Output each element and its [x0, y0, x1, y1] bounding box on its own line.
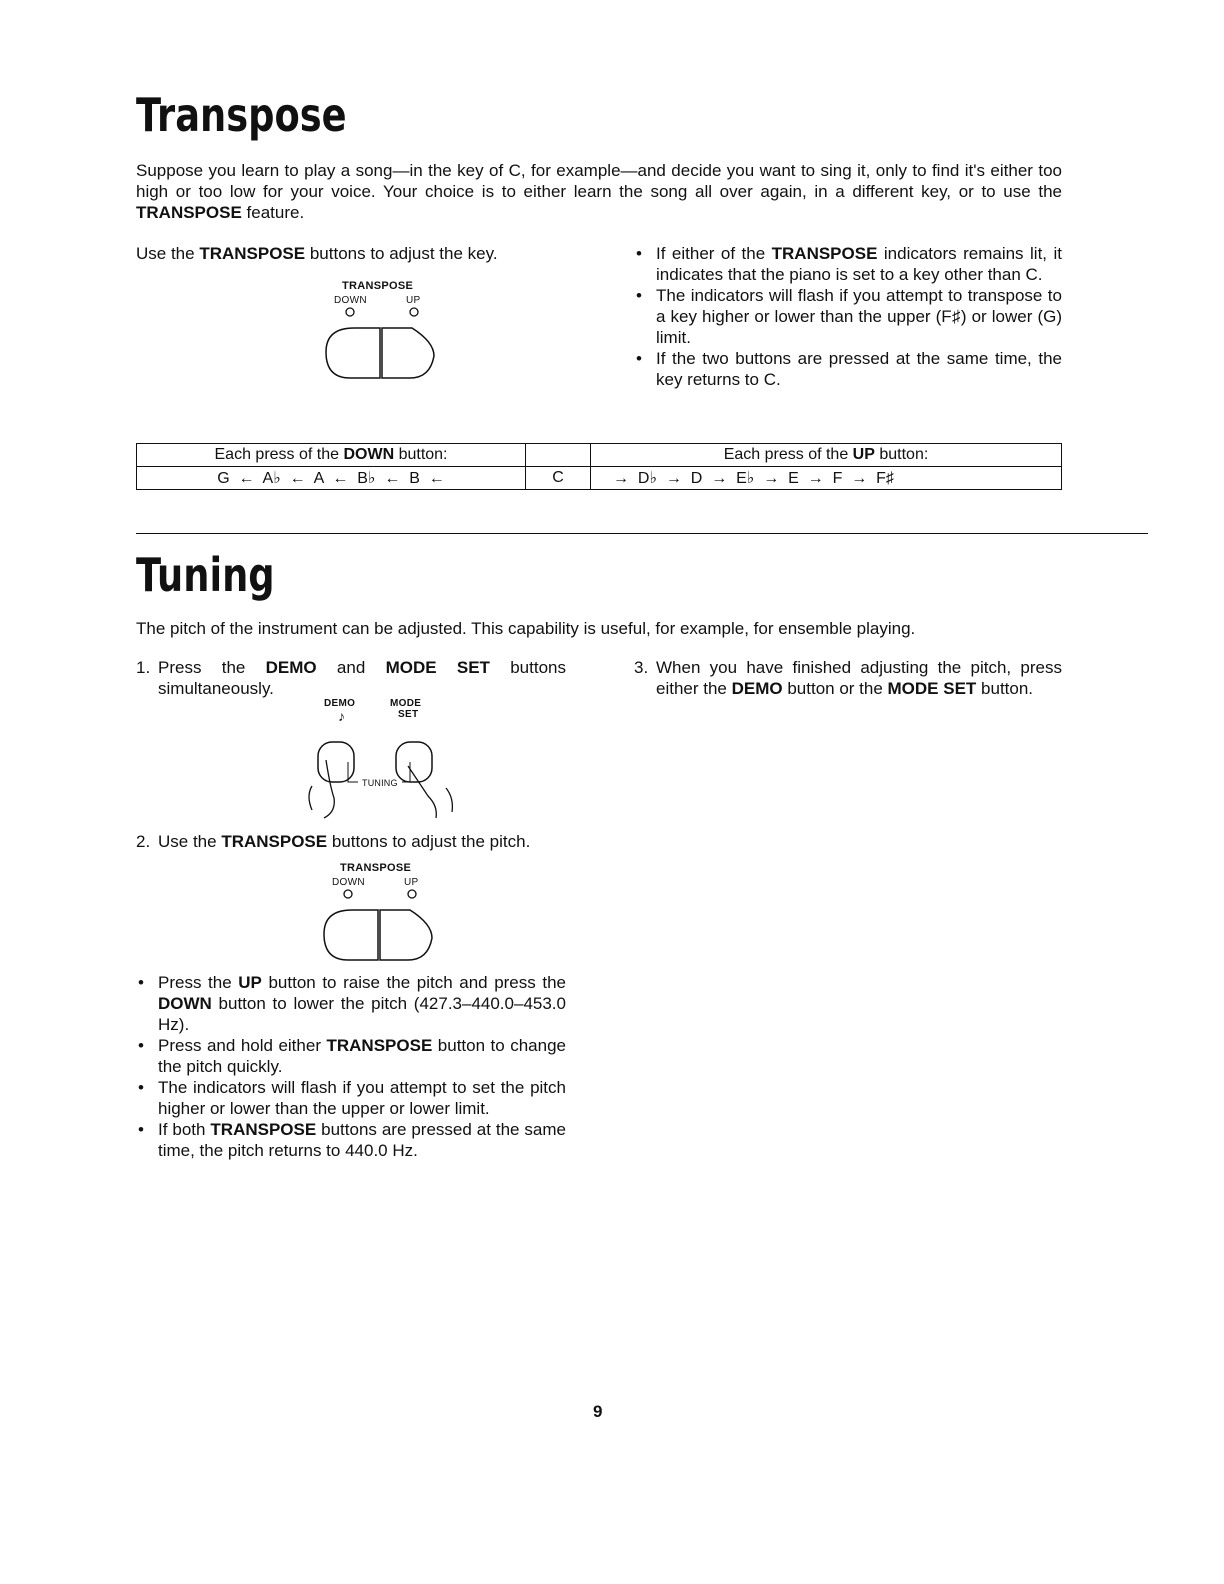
down-label: DOWN [334, 295, 367, 306]
tuning-step-1 [136, 657, 566, 699]
center-key-cell: C [526, 467, 591, 490]
demo-mode-set-diagram [296, 698, 466, 823]
mode-label: MODE [390, 698, 422, 709]
down-button [326, 328, 380, 378]
demo-button [318, 742, 354, 782]
tuning-transpose-buttons-diagram [320, 862, 440, 966]
tuning-down-up-buttons-graphic [320, 888, 440, 966]
down-indicator [346, 308, 354, 316]
step-2-text: Use the TRANSPOSE buttons to adjust the pitch. [158, 832, 531, 851]
tuning-label: TUNING [362, 778, 398, 788]
up-indicator [410, 308, 418, 316]
tuning-transpose-label: TRANSPOSE [340, 862, 412, 874]
left-finger-icon [309, 760, 334, 818]
tuning-bullet-3: • The indicators will flash if you attempt to set the pitch higher or lower than the upper or lower limit. [136, 1077, 566, 1119]
step-3-text: When you have finished adjusting the pitch, press either the DEMO button or the MODE SET button. [656, 658, 1062, 698]
transpose-label: TRANSPOSE [342, 280, 414, 292]
tuning-up-button [380, 910, 432, 960]
up-header-cell: Each press of the UP button: [591, 444, 1062, 467]
step-3-number: 3. [634, 658, 649, 677]
tuning-down-indicator [344, 890, 352, 898]
transpose-title: Transpose [136, 88, 347, 142]
up-sequence-cell: → D♭ → D → E♭ → E → F → F♯ [591, 467, 1062, 490]
tuning-up-indicator [408, 890, 416, 898]
finger-press-graphic [296, 726, 466, 823]
step-1-text: Press the DEMO and MODE SET buttons simultaneously. [158, 658, 566, 698]
down-sequence-cell: G ← A♭ ← A ← B♭ ← B ← [137, 467, 526, 490]
transpose-use-instruction: Use the TRANSPOSE buttons to adjust the key. [136, 244, 498, 263]
transpose-bullet-2: • The indicators will flash if you attempt to transpose to a key higher or lower than the upper (F♯) or lower (G) limit. [634, 285, 1062, 348]
page-number: 9 [593, 1402, 603, 1421]
up-label: UP [406, 295, 421, 306]
tuning-bullet-1: • Press the UP button to raise the pitch and press the DOWN button to lower the pitch (427.3–440.0–453.0 Hz). [136, 972, 566, 1035]
tuning-intro: The pitch of the instrument can be adjusted. This capability is useful, for example, for ensemble playing. [136, 619, 916, 638]
set-label: SET [398, 709, 419, 720]
down-up-buttons-graphic [320, 306, 440, 384]
transpose-bullets [634, 243, 1062, 390]
tuning-bullet-4: • If both TRANSPOSE buttons are pressed at the same time, the pitch returns to 440.0 Hz. [136, 1119, 566, 1161]
step-2-number: 2. [136, 832, 151, 851]
demo-label: DEMO [324, 698, 356, 709]
tuning-step-2 [136, 831, 566, 852]
transpose-key-table [136, 443, 1062, 490]
up-button [382, 328, 434, 378]
step-1-number: 1. [136, 658, 151, 677]
music-note-icon: ♪ [338, 708, 345, 724]
down-header-cell: Each press of the DOWN button: [137, 444, 526, 467]
transpose-buttons-diagram [320, 280, 440, 384]
tuning-up-label: UP [404, 877, 419, 888]
tuning-bullet-2: • Press and hold either TRANSPOSE button to change the pitch quickly. [136, 1035, 566, 1077]
tuning-down-button [324, 910, 378, 960]
tuning-down-label: DOWN [332, 877, 365, 888]
tuning-title: Tuning [136, 548, 275, 602]
tuning-bullets [136, 972, 566, 1161]
transpose-bullet-1: • If either of the TRANSPOSE indicators remains lit, it indicates that the piano is set to a key other than C. [634, 243, 1062, 285]
section-divider [136, 533, 1148, 534]
transpose-intro: Suppose you learn to play a song—in the key of C, for example—and decide you want to sing it, only to find it's either too high or too low for your voice. Your choice is to either learn the song all over again, in a different key, or to use the TRANSPOSE feature. [136, 161, 1062, 222]
transpose-bullet-3: • If the two buttons are pressed at the same time, the key returns to C. [634, 348, 1062, 390]
center-header-cell [526, 444, 591, 467]
tuning-step-3 [634, 657, 1062, 699]
